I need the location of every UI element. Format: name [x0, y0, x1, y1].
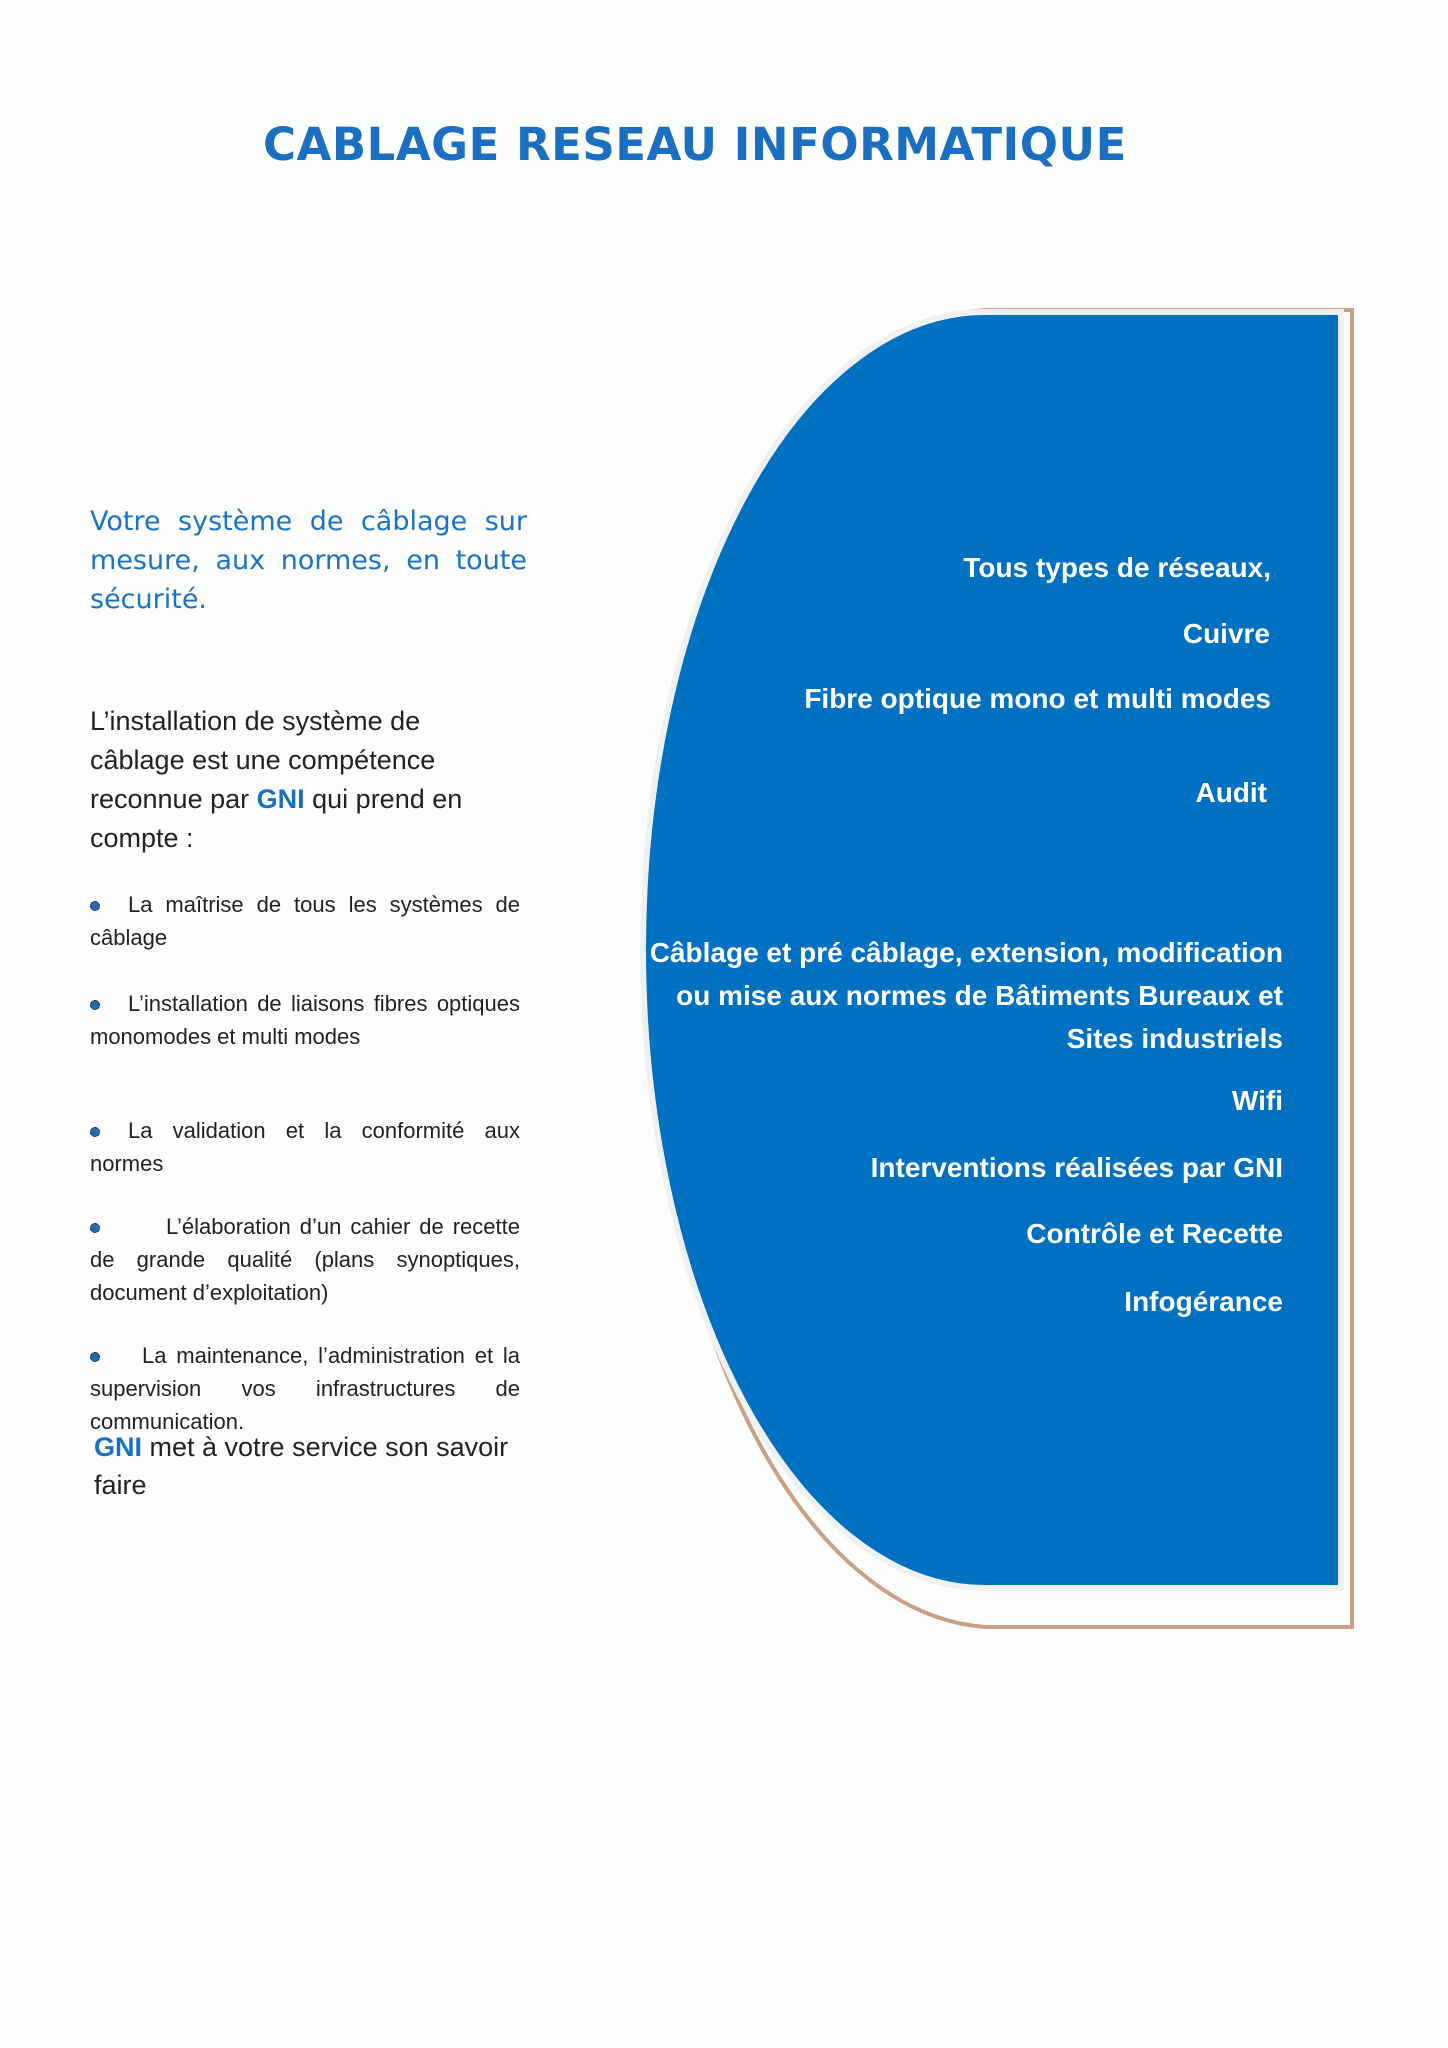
closing-paragraph [94, 1428, 514, 1504]
tagline: Votre système de câblage sur mesure, aux normes, en toute sécurité. [90, 506, 527, 615]
brand-gni: GNI [94, 1432, 143, 1462]
service-item: Cuivre [1182, 618, 1270, 649]
list-item: La maîtrise de tous les systèmes de câblage [90, 892, 520, 950]
list-item: La maintenance, l’administration et la supervision vos infrastructures de communication. [90, 1343, 520, 1434]
service-item: Câblage et pré câblage, extension, modification ou mise aux normes de Bâtiments Bureaux et Sites industriels [649, 937, 1283, 1054]
bullet-icon [90, 1223, 100, 1233]
list-item: L’installation de liaisons fibres optiques monomodes et multi modes [90, 991, 520, 1049]
closing-text: met à votre service son savoir faire [94, 1432, 509, 1500]
service-item: Audit [1195, 777, 1267, 808]
intro-text-before: L’installation de système de câblage est une compétence reconnue par [90, 706, 436, 814]
list-item: La validation et la conformité aux normes [90, 1118, 520, 1176]
page-title: CABLAGE RESEAU INFORMATIQUE [263, 118, 1127, 171]
service-item: Fibre optique mono et multi modes [804, 683, 1271, 714]
service-item: Infogérance [1124, 1286, 1283, 1317]
service-item: Tous types de réseaux, [963, 552, 1271, 583]
bullet-icon [90, 901, 100, 911]
list-item: L’élaboration d’un cahier de recette de grande qualité (plans synoptiques, document d’exploitation) [90, 1214, 520, 1305]
intro-paragraph [90, 702, 510, 858]
brand-gni: GNI [256, 784, 305, 814]
bullet-icon [90, 1352, 100, 1362]
service-item: Contrôle et Recette [1026, 1218, 1283, 1249]
service-item: Interventions réalisées par GNI [870, 1152, 1283, 1183]
bullet-icon [90, 1000, 100, 1010]
intro-text-after: qui prend en compte : [90, 784, 463, 853]
service-item: Wifi [1231, 1085, 1283, 1116]
bullet-icon [90, 1127, 100, 1137]
